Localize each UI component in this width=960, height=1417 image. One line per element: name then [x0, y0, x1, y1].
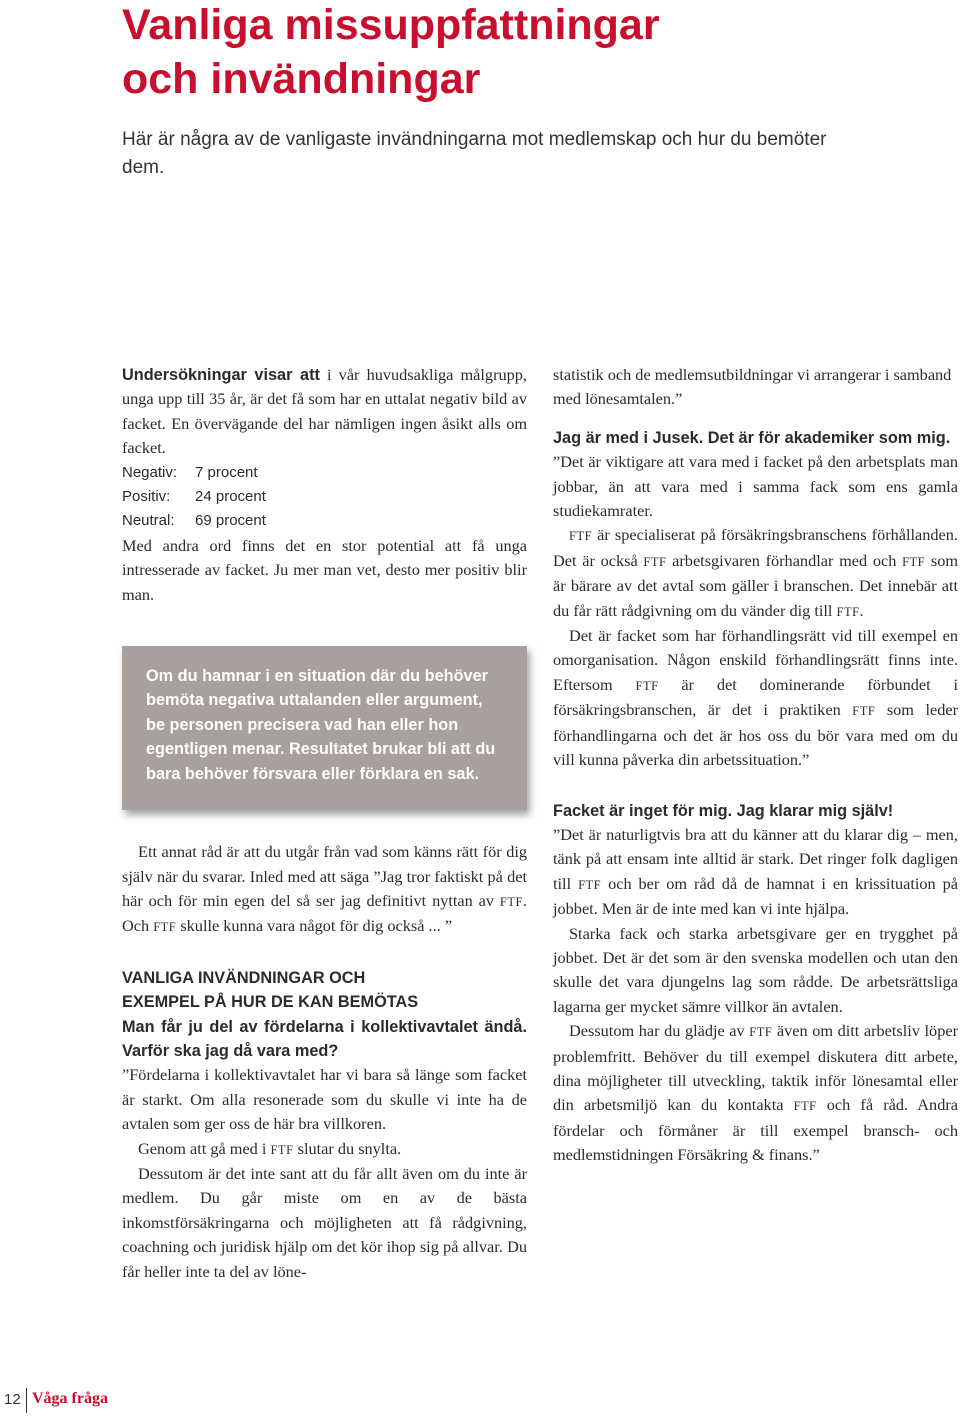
org-name: FTF	[836, 604, 860, 619]
answer-3-paragraph-3	[553, 1019, 958, 1167]
survey-lead: Undersökningar visar att	[122, 366, 320, 384]
right-column	[553, 363, 958, 1168]
answer-2-paragraph-2	[553, 523, 958, 624]
objection-heading-3: Facket är inget för mig. Jag klarar mig själv!	[553, 801, 894, 820]
org-name: FTF	[578, 877, 602, 892]
footer-divider	[26, 1388, 27, 1413]
answer-3-text-b: och ber om råd då de hamnat i en krissituation på jobbet. Men är de inte med kan vi inte hjälpa.	[553, 873, 958, 919]
stat-value: 24 procent	[195, 488, 266, 506]
org-name: FTF	[153, 920, 177, 935]
section-heading-line-1: VANLIGA INVÄNDNINGAR OCH	[122, 968, 366, 987]
org-name: FTF	[499, 894, 523, 909]
callout-box	[122, 646, 527, 810]
answer-2-text-b: arbetsgivaren förhandlar med och	[666, 550, 903, 570]
answer-2-text-d: .	[859, 600, 864, 620]
answer-2-text-a: är specialiserat på försäkringsbranschens förhållanden. Det är också	[553, 525, 958, 570]
answer-3-text-c: Dessutom har du glädje av	[569, 1021, 750, 1041]
stat-label: Positiv:	[122, 488, 171, 506]
page-title	[122, 0, 660, 106]
stat-neutral	[122, 509, 527, 533]
answer-1-paragraph-2	[122, 1137, 527, 1162]
advice-text-a: Ett annat råd är att du utgår från vad som känns rätt för dig själv när du svarar. Inled med att säga ”Jag tror faktiskt på det här och för min egen del så ser jag definitivt nyttan av	[122, 842, 527, 910]
advice-text-b: . Och	[122, 890, 527, 936]
answer-2-text-c: som är bärare av det avtal som gäller i branschen. Det innebär att du får rätt rådgivning om du vänder dig till	[553, 550, 959, 620]
continued-paragraph: statistik och de medlemsutbildningar vi arrangerar i samband med lönesamtalen.”	[553, 365, 952, 409]
potential-paragraph: Med andra ord finns det en stor potential att få unga intresserade av facket. Ju mer man vet, desto mer positiv blir man.	[122, 535, 527, 604]
page-title-line-2: och invändningar	[122, 55, 481, 103]
org-name: FTF	[852, 704, 876, 719]
answer-1-text-b: slutar du snylta.	[293, 1138, 402, 1158]
callout-text: Om du hamnar i en situation där du behöver bemöta negativa uttalanden eller argument, be personen precisera vad han eller hon egentligen menar. Resultatet brukar bli att du bara behöver försvara eller förklara en sak.	[146, 667, 496, 783]
advice-paragraph	[122, 840, 527, 940]
org-name: FTF	[270, 1142, 294, 1157]
answer-1-paragraph-3: Dessutom är det inte sant att du får allt även om du inte är medlem. Du går miste om en av de bästa inkomstförsäkringarna och möjligheten att få rådgivning, coachning och juridisk hjälp om det kör ihop sig på allvar. Du får heller inte ta del av löne-	[122, 1163, 527, 1281]
magazine-name: Våga fråga	[32, 1390, 108, 1407]
answer-3-text-d: även om ditt arbetsliv löper problemfritt. Behöver du till exempel diskutera ditt arbete, dina möjligheter till utveckling, taktik inför lönesamtal eller din arbetsmiljö kan du kontakta	[553, 1021, 958, 1115]
org-name: FTF	[643, 554, 667, 569]
org-name: FTF	[569, 529, 593, 544]
stat-label: Negativ:	[122, 463, 178, 481]
advice-text-c: skulle kunna vara något för dig också ... ”	[176, 916, 453, 936]
answer-3-text-e: och få råd. Andra fördelar och förmåner är till exempel bransch- och medlemstidningen Försäkring & finans.”	[553, 1095, 958, 1165]
page-title-line-1: Vanliga missuppfattningar	[122, 1, 660, 49]
answer-3-text-a: ”Det är naturligtvis bra att du känner att du klarar dig – men, tänk på att ensam inte alltid är stark. Det ringer folk dagligen till	[553, 824, 958, 893]
answer-3-paragraph-2: Starka fack och starka arbetsgivare ger en trygghet på jobbet. Det är det som är den svenska modellen och utan den skulle det vara djungelns lag som rådde. De arbetsrättsliga lagarna ger mycket sämre villkor än avtalen.	[553, 923, 958, 1016]
stat-label: Neutral:	[122, 512, 175, 530]
objection-heading-1: Man får ju del av fördelarna i kollektivavtalet ändå. Varför ska jag då vara med?	[122, 1017, 527, 1060]
survey-text: i vår huvudsakliga målgrupp, unga upp till 35 år, är det få som har en uttalat negativ bild av facket. En övervägande del har nämligen ingen åsikt alls om facket.	[122, 365, 527, 458]
stat-positive	[122, 485, 527, 509]
answer-2-text-g: som leder förhandlingarna och det är hos oss du bör vara med om du vill kunna påverka din arbetssituation.”	[553, 700, 958, 770]
stat-value: 7 procent	[195, 463, 258, 481]
org-name: FTF	[793, 1099, 817, 1114]
survey-paragraph	[122, 363, 527, 461]
answer-2-text-f: är det dominerande förbundet i försäkringsbranschen, är det i praktiken	[553, 674, 958, 720]
answer-1-text-a: Genom att gå med i	[138, 1138, 271, 1158]
objection-heading-2: Jag är med i Jusek. Det är för akademiker som mig.	[553, 428, 951, 447]
org-name: FTF	[749, 1025, 773, 1040]
org-name: FTF	[635, 678, 659, 693]
page-number: 12	[4, 1391, 21, 1408]
section-heading-line-2: EXEMPEL PÅ HUR DE KAN BEMÖTAS	[122, 993, 419, 1012]
stat-negative	[122, 461, 527, 485]
answer-2-paragraph-3	[553, 624, 958, 772]
org-name: FTF	[902, 554, 926, 569]
page-footer	[0, 1386, 960, 1417]
answer-2-text-e: Det är facket som har förhandlingsrätt vid till exempel en omorganisation. Någon enskild förhandlingsrätt finns inte. Eftersom	[553, 626, 958, 694]
stat-value: 69 procent	[195, 512, 266, 530]
answer-1-paragraph-1: ”Fördelarna i kollektivavtalet har vi bara så länge som facket är starkt. Om alla resonerade som du skulle vi inte ha de avtalen som ger oss de här bra villkoren.	[122, 1065, 527, 1134]
answer-3-paragraph-1	[553, 823, 958, 922]
answer-2-paragraph-1: ”Det är viktigare att vara med i facket på den arbetsplats man jobbar, än att vara med i samma fack som ens gamla studiekamrater.	[553, 452, 958, 521]
section-heading	[122, 966, 527, 1015]
intro-text: Här är några av de vanligaste invändningarna mot medlemskap och hur du bemöter dem.	[122, 129, 827, 178]
left-column	[122, 363, 527, 1284]
